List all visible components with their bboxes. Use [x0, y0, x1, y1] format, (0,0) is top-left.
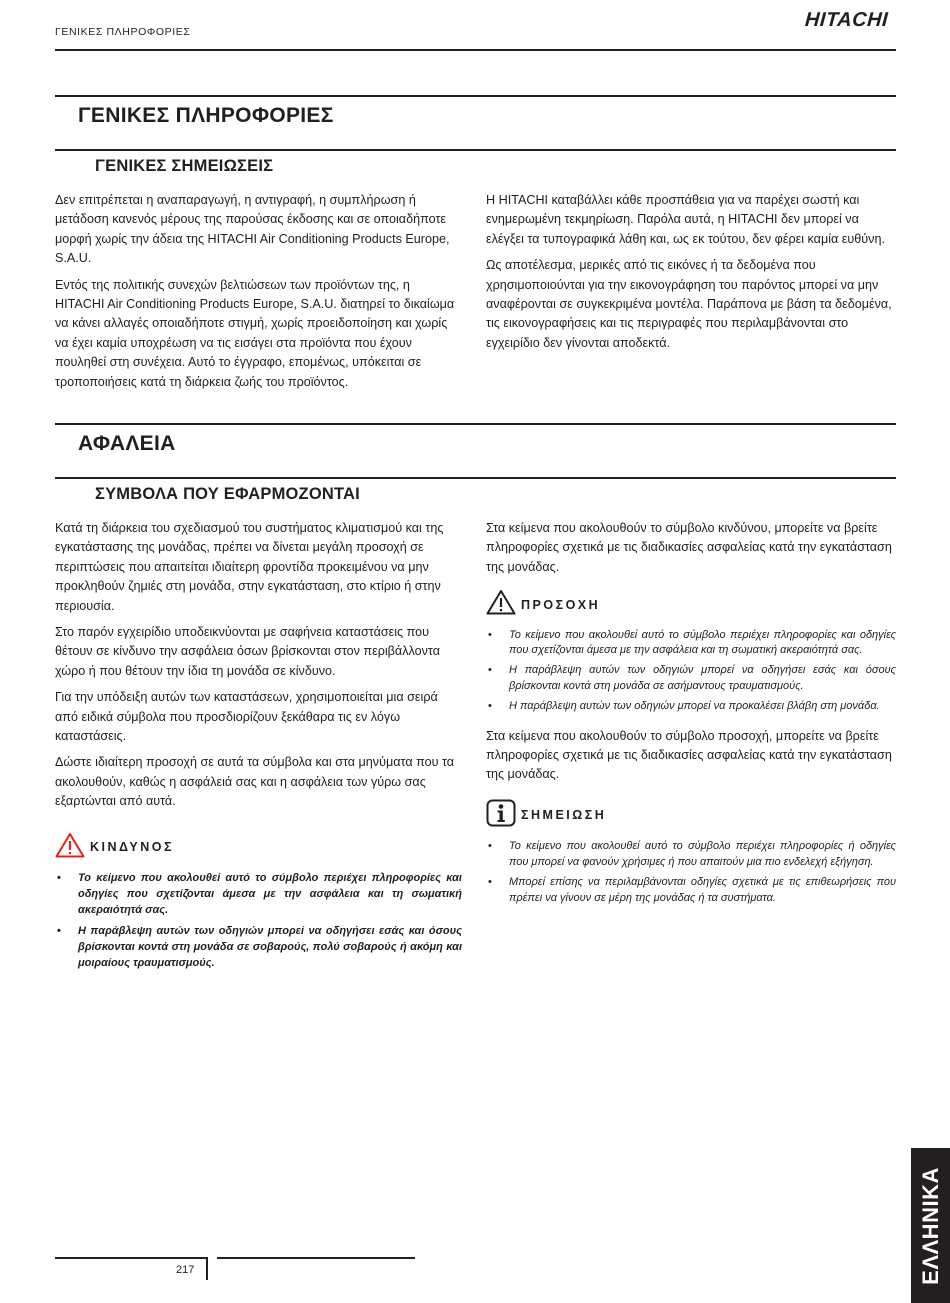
list-item: • Η παράβλεψη αυτών των οδηγιών μπορεί να οδηγήσει εσάς και όσους βρίσκονται κοντά στη μονάδα σε σοβαρούς, πολύ σοβαρούς ή ακόμη και μοιραίους τραυματισμούς.	[57, 925, 462, 970]
page-number: 217	[176, 1264, 195, 1276]
section-rule	[55, 95, 896, 97]
list-item: • Το κείμενο που ακολουθεί αυτό το σύμβολο περιέχει πληροφορίες και οδηγίες που σχετίζονται άμεσα με την ασφάλεια και τη σωματική ακεραιότητά σας.	[57, 872, 462, 917]
info-note-icon	[486, 799, 516, 833]
list-item-text: Η παράβλεψη αυτών των οδηγιών μπορεί να προκαλέσει βλάβη στη μονάδα.	[509, 700, 880, 713]
paragraph: Ως αποτέλεσμα, μερικές από τις εικόνες ή τα δεδομένα που χρησιμοποιούνται για την εικονογράφηση του παρόντος μπορεί να μην αναφέρονται σε συγκεκριμένα μοντέλα. Παράπονα με βάση τα δεδομένα, τις εικονογραφήσεις και τις περιγραφές που περιλαμβάνονται στο εγχειρίδιο δεν γίνονται αποδεκτά.	[486, 258, 892, 350]
paragraph: Δώστε ιδιαίτερη προσοχή σε αυτά τα σύμβολα και στα μηνύματα που τα ακολουθούν, καθώς η ασφάλειά σας και η ασφάλεια των γύρω σας εξαρτώνται από αυτά.	[55, 755, 455, 809]
note-callout-header	[486, 799, 896, 833]
warning-triangle-icon	[55, 832, 85, 864]
list-item-text: Το κείμενο που ακολουθεί αυτό το σύμβολο περιέχει πληροφορίες ή οδηγίες που μπορεί να φανούν χρήσιμες ή που απαιτούν μια πιο ενδελεχή εξήγηση.	[509, 840, 896, 868]
caution-callout-header	[486, 589, 896, 621]
danger-title: ΚΙΝΔΥΝΟΣ	[90, 840, 174, 855]
language-tab	[911, 1148, 950, 1303]
note-title: ΣΗΜΕΙΩΣΗ	[521, 808, 607, 823]
list-item-text: Μπορεί επίσης να περιλαμβάνονται οδηγίες σχετικά με τις επιθεωρήσεις που πρέπει να γίνουν σε μέρη της μονάδας ή τα συστήματα.	[509, 876, 896, 904]
danger-callout-header	[55, 832, 462, 864]
general-notes-right-column	[486, 191, 896, 360]
list-item-text: Το κείμενο που ακολουθεί αυτό το σύμβολο περιέχει πληροφορίες και οδηγίες που σχετίζονται άμεσα με την ασφάλεια και τη σωματική ακεραιότητά σας.	[509, 628, 896, 657]
footer-rule-left	[55, 1257, 208, 1259]
paragraph: Κατά τη διάρκεια του σχεδιασμού του συστήματος κλιματισμού και της εγκατάστασης της μονάδας, πρέπει να δίνεται μεγάλη προσοχή σε περιπτώσεις που απαιτείται ιδιαίτερη φροντίδα προκειμένου να μην προκληθούν ζημιές στη μονάδα, στην εγκατάσταση, στο κτίριο ή στην περιουσία.	[55, 521, 444, 613]
paragraph: Η HITACHI καταβάλλει κάθε προσπάθεια για να παρέχει σωστή και ενημερωμένη τεκμηρίωση. Παρόλα αυτά, η HITACHI δεν μπορεί να ελέγξει τα τυπογραφικά λάθη και, ως εκ τούτου, δεν φέρει καμία ευθύνη.	[486, 193, 885, 246]
general-notes-left-column	[55, 191, 462, 399]
header-rule	[55, 49, 896, 51]
hitachi-logo: HITACHI	[804, 9, 889, 31]
language-tab-label: ΕΛΛΗΝΙΚΑ	[917, 1166, 943, 1285]
subsection-title-symbols: ΣΥΜΒΟΛΑ ΠΟΥ ΕΦΑΡΜΟΖΟΝΤΑΙ	[95, 485, 360, 503]
paragraph: Στα κείμενα που ακολουθούν το σύμβολο προσοχή, μπορείτε να βρείτε πληροφορίες σχετικά με τις διαδικασίες ασφαλείας κατά την εγκατάσταση της μονάδας.	[486, 728, 892, 782]
safety-left-column	[55, 519, 462, 976]
warning-triangle-icon	[486, 589, 516, 621]
section-rule	[55, 423, 896, 425]
paragraph: Στα κείμενα που ακολουθούν το σύμβολο κινδύνου, μπορείτε να βρείτε πληροφορίες σχετικά με τις διαδικασίες ασφαλείας κατά την εγκατάσταση της μονάδας.	[486, 521, 892, 574]
footer-rule-right	[217, 1257, 415, 1259]
list-item: • Το κείμενο που ακολουθεί αυτό το σύμβολο περιέχει πληροφορίες και οδηγίες που σχετίζονται άμεσα με την ασφάλεια και τη σωματική ακεραιότητά σας.	[488, 628, 896, 657]
paragraph: Δεν επιτρέπεται η αναπαραγωγή, η αντιγραφή, η συμπλήρωση ή μετάδοση κανενός μέρους της παρούσας έκδοσης και σε οποιαδήποτε μορφή χωρίς την άδεια της HITACHI Air Conditioning Products Europe, S.A.U.	[55, 193, 450, 266]
list-item-text: Η παράβλεψη αυτών των οδηγιών μπορεί να οδηγήσει εσάς και όσους βρίσκονται κοντά στη μονάδα σε ασήμαντους τραυματισμούς.	[509, 664, 896, 692]
list-item: • Η παράβλεψη αυτών των οδηγιών μπορεί να οδηγήσει εσάς και όσους βρίσκονται κοντά στη μονάδα σε ασήμαντους τραυματισμούς.	[488, 664, 896, 692]
footer-divider	[206, 1257, 208, 1280]
danger-list	[55, 870, 462, 971]
paragraph: Εντός της πολιτικής συνεχών βελτιώσεων των προϊόντων της, η HITACHI Air Conditioning Products Europe, S.A.U. διατηρεί το δικαίωμα να κάνει αλλαγές οποιαδήποτε στιγμή, χωρίς προειδοποίηση και χωρίς να έχει καμία υποχρέωση να τις εισάγει στα προϊόντα που έχουν πουληθεί στη συνέχεια. Αυτό το έγγραφο, επομένως, υπόκειται σε τροποποιήσεις κατά τη διάρκεια ζωής του προϊόντος.	[55, 277, 455, 389]
section-title-safety: ΑΦΑΛΕΙΑ	[78, 432, 176, 455]
list-item-text: Το κείμενο που ακολουθεί αυτό το σύμβολο περιέχει πληροφορίες και οδηγίες που σχετίζονται άμεσα με την ασφάλεια και τη σωματική ακεραιότητά σας.	[78, 872, 462, 917]
list-item: • Το κείμενο που ακολουθεί αυτό το σύμβολο περιέχει πληροφορίες ή οδηγίες που μπορεί να φανούν χρήσιμες ή που απαιτούν μια πιο ενδελεχή εξήγηση.	[488, 840, 896, 868]
subsection-rule	[55, 477, 896, 479]
subsection-rule	[55, 149, 896, 151]
section-title-general: ΓΕΝΙΚΕΣ ΠΛΗΡΟΦΟΡΙΕΣ	[78, 104, 334, 127]
caution-list	[486, 628, 896, 715]
running-header-title: ΓΕΝΙΚΕΣ ΠΛΗΡΟΦΟΡΙΕΣ	[55, 26, 191, 38]
safety-right-column	[486, 519, 896, 911]
list-item-text: Η παράβλεψη αυτών των οδηγιών μπορεί να οδηγήσει εσάς και όσους βρίσκονται κοντά στη μονάδα σε σοβαρούς, πολύ σοβαρούς ή ακόμη και μοιραίους τραυματισμούς.	[78, 925, 462, 970]
caution-title: ΠΡΟΣΟΧΗ	[521, 597, 601, 612]
list-item: • Η παράβλεψη αυτών των οδηγιών μπορεί να προκαλέσει βλάβη στη μονάδα.	[488, 700, 880, 713]
note-list	[486, 839, 896, 906]
paragraph: Στο παρόν εγχειρίδιο υποδεικνύονται με σαφήνεια καταστάσεις που θέτουν σε κίνδυνο την ασφάλεια όσων βρίσκονται στον περιβάλλοντα χώρο ή που θέτουν την ίδια τη μονάδα σε κίνδυνο.	[55, 625, 440, 678]
paragraph: Για την υπόδειξη αυτών των καταστάσεων, χρησιμοποιείται μια σειρά από ειδικά σύμβολα που προσδιορίζουν ξεκάθαρα τις εν λόγω καταστάσεις.	[55, 690, 438, 744]
list-item: • Μπορεί επίσης να περιλαμβάνονται οδηγίες σχετικά με τις επιθεωρήσεις που πρέπει να γίνουν σε μέρη της μονάδας ή τα συστήματα.	[488, 876, 896, 904]
subsection-title-general-notes: ΓΕΝΙΚΕΣ ΣΗΜΕΙΩΣΕΙΣ	[95, 157, 274, 175]
